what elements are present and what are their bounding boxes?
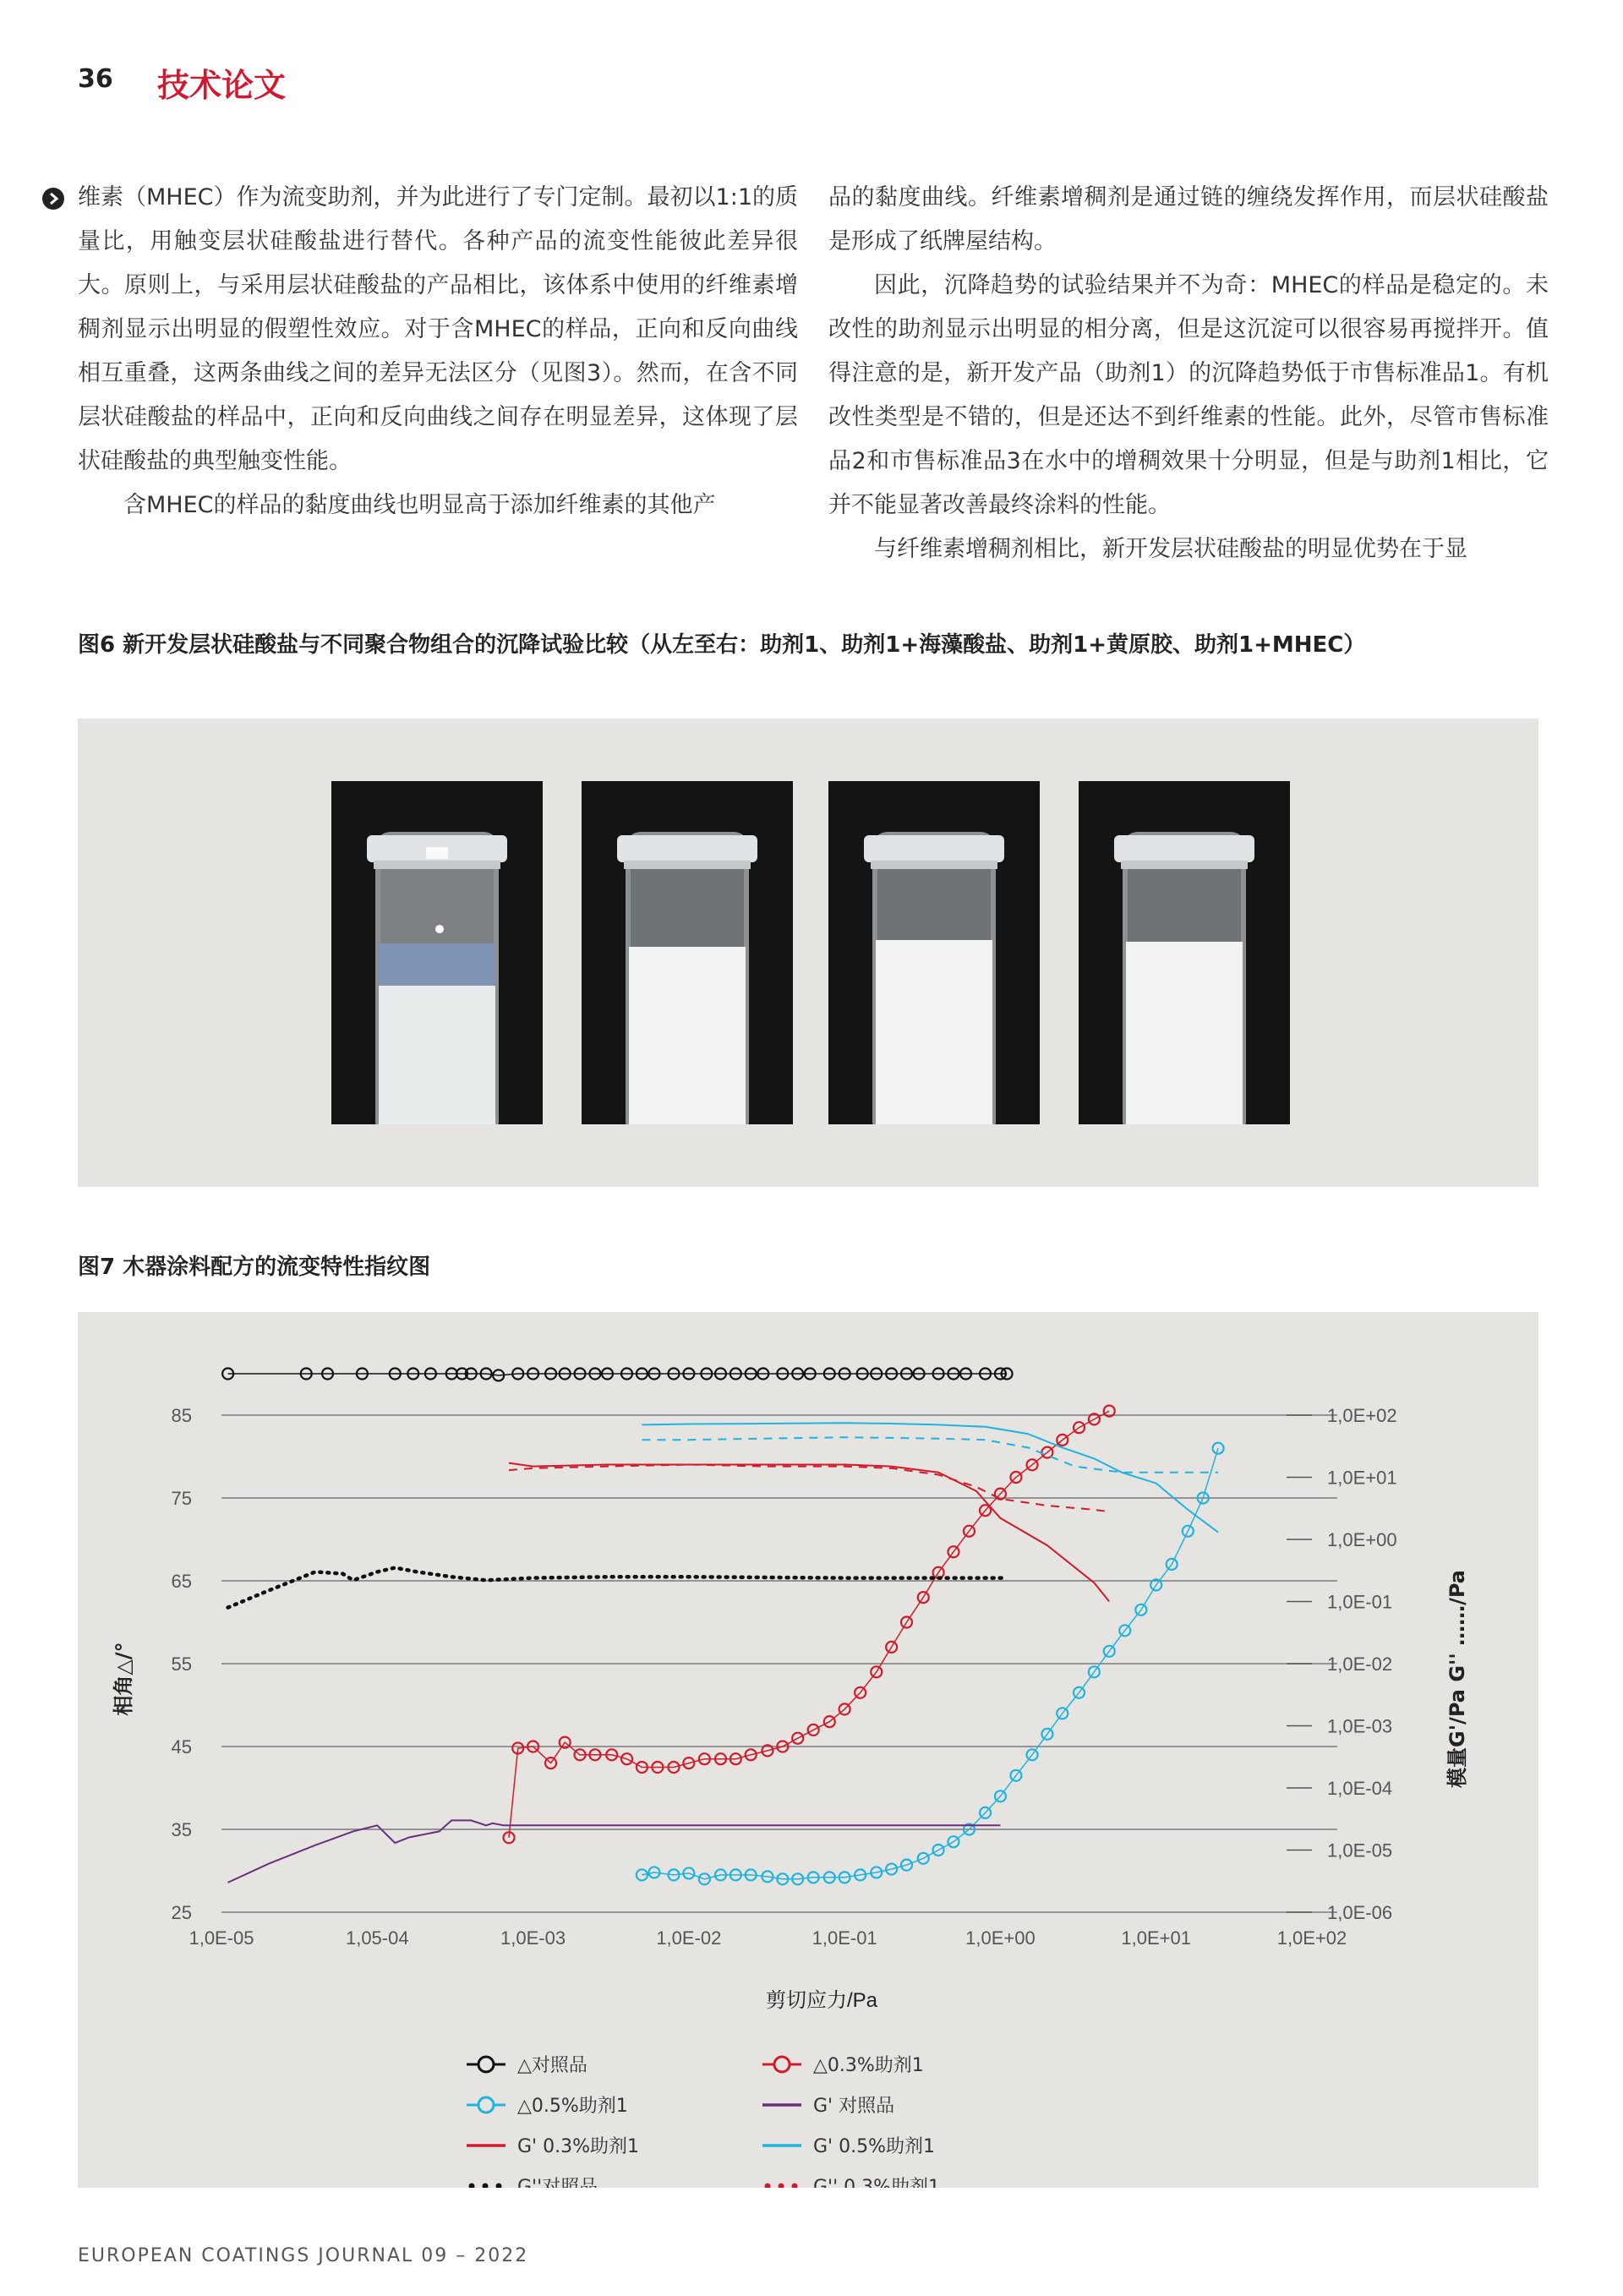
- y-left-tick-label: 65: [171, 1571, 192, 1592]
- legend-swatch: [483, 2184, 489, 2189]
- page-number: 36: [78, 64, 113, 94]
- legend-swatch: [478, 2097, 494, 2113]
- y-axis-left-label: 相角△/°: [112, 1642, 135, 1716]
- figure7-caption: 图7 木器涂料配方的流变特性指纹图: [78, 1255, 431, 1280]
- rheology-chart: [78, 1312, 1538, 2188]
- y-left-tick-label: 45: [171, 1736, 192, 1758]
- legend-label: G'' 0.3%助剂1: [813, 2177, 941, 2188]
- vial-photo: [828, 781, 1040, 1124]
- y-left-tick-label: 75: [171, 1488, 192, 1509]
- paragraph: 维素（MHEC）作为流变助剂，并为此进行了专门定制。最初以1:1的质量比，用触变层状硅酸盐进行替代。各种产品的流变性能彼此差异很大。原则上，与采用层状硅酸盐的产品相比，该体系中使用的纤维素增稠剂显示出明显的假塑性效应。对于含MHEC的样品，正向和反向曲线相互重叠，这两条曲线之间的差异无法区分（见图3）。然而，在含不同层状硅酸盐的样品中，正向和反向曲线之间存在明显差异，这体现了层状硅酸盐的典型触变性能。: [78, 184, 798, 474]
- x-tick-label: 1,05-04: [345, 1927, 409, 1949]
- legend-label: △0.3%助剂1: [813, 2055, 924, 2076]
- data-point: [637, 1869, 648, 1880]
- series-line: [509, 1465, 1109, 1512]
- series-line: [642, 1423, 1218, 1532]
- y-right-tick-label: 1,0E+02: [1327, 1405, 1397, 1426]
- section-title: 技术论文: [157, 67, 287, 104]
- series-line: [642, 1437, 1218, 1473]
- y-right-tick-label: 1,0E-05: [1327, 1840, 1393, 1861]
- legend-swatch: [774, 2057, 790, 2072]
- paragraph: 与纤维素增稠剂相比，新开发层状硅酸盐的明显优势在于显: [874, 536, 1467, 562]
- y-right-tick-label: 1,0E+01: [1327, 1467, 1397, 1489]
- x-tick-label: 1,0E+00: [965, 1927, 1036, 1949]
- x-tick-label: 1,0E-03: [500, 1927, 566, 1949]
- figure7-chart-panel: [78, 1312, 1538, 2188]
- legend-label: G''对照品: [517, 2177, 598, 2188]
- journal-footer: EUROPEAN COATINGS JOURNAL 09 – 2022: [78, 2245, 529, 2266]
- figure6-caption: 图6 新开发层状硅酸盐与不同聚合物组合的沉降试验比较（从左至右：助剂1、助剂1+海藻酸盐、助剂1+黄原胶、助剂1+MHEC）: [78, 632, 1366, 658]
- legend-swatch: [478, 2057, 494, 2072]
- legend-swatch: [496, 2184, 502, 2189]
- vial-photo: [582, 781, 793, 1124]
- legend-label: △对照品: [517, 2055, 587, 2076]
- legend-swatch: [765, 2184, 771, 2189]
- data-point: [1213, 1443, 1224, 1454]
- legend-label: △0.5%助剂1: [517, 2096, 628, 2117]
- right-column: [828, 176, 1549, 571]
- y-right-tick-label: 1,0E-02: [1327, 1654, 1393, 1675]
- legend-label: G' 对照品: [813, 2096, 895, 2117]
- left-column: [78, 176, 798, 528]
- series-line: [228, 1374, 1008, 1375]
- y-right-tick-label: 1,0E-01: [1327, 1591, 1393, 1613]
- legend-swatch: [469, 2184, 475, 2189]
- paragraph: 含MHEC的样品的黏度曲线也明显高于添加纤维素的其他产: [123, 492, 716, 518]
- y-axis-right-label: 模量G'/Pa G'' ……/Pa: [1445, 1570, 1469, 1788]
- y-right-tick-label: 1,0E-06: [1327, 1902, 1393, 1923]
- legend-swatch: [779, 2184, 784, 2189]
- y-left-tick-label: 35: [171, 1819, 192, 1840]
- x-tick-label: 1,0E-02: [656, 1927, 722, 1949]
- series-line: [509, 1411, 1109, 1838]
- continuation-arrow-icon: [42, 188, 64, 210]
- x-tick-label: 1,0E-01: [812, 1927, 877, 1949]
- x-tick-label: 1,0E+01: [1121, 1927, 1192, 1949]
- legend-swatch: [792, 2184, 798, 2189]
- vial-photo: [1079, 781, 1290, 1124]
- y-left-tick-label: 55: [171, 1654, 192, 1675]
- y-right-tick-label: 1,0E+00: [1327, 1529, 1397, 1550]
- legend-label: G' 0.3%助剂1: [517, 2136, 639, 2157]
- y-left-tick-label: 85: [171, 1405, 192, 1426]
- x-tick-label: 1,0E-05: [189, 1927, 254, 1949]
- x-tick-label: 1,0E+02: [1276, 1927, 1347, 1949]
- vial-photo: [331, 781, 543, 1124]
- y-right-tick-label: 1,0E-03: [1327, 1715, 1393, 1737]
- paragraph: 因此，沉降趋势的试验结果并不为奇：MHEC的样品是稳定的。未改性的助剂显示出明显的相分离，但是这沉淀可以很容易再搅拌开。值得注意的是，新开发产品（助剂1）的沉降趋势低于市售标准品1。有机改性类型是不错的，但是还达不到纤维素的性能。此外，尽管市售标准品2和市售标准品3在水中的增稠效果十分明显，但是与助剂1相比，它并不能显著改善最终涂料的性能。: [828, 272, 1549, 518]
- y-right-tick-label: 1,0E-04: [1327, 1778, 1393, 1799]
- legend-label: G' 0.5%助剂1: [813, 2136, 935, 2157]
- figure6-photo: [78, 719, 1538, 1187]
- x-axis-label: 剪切应力/Pa: [765, 1989, 878, 2012]
- series-line: [228, 1568, 1008, 1608]
- y-left-tick-label: 25: [171, 1902, 192, 1923]
- paragraph: 品的黏度曲线。纤维素增稠剂是通过链的缠绕发挥作用，而层状硅酸盐是形成了纸牌屋结构。: [828, 184, 1549, 254]
